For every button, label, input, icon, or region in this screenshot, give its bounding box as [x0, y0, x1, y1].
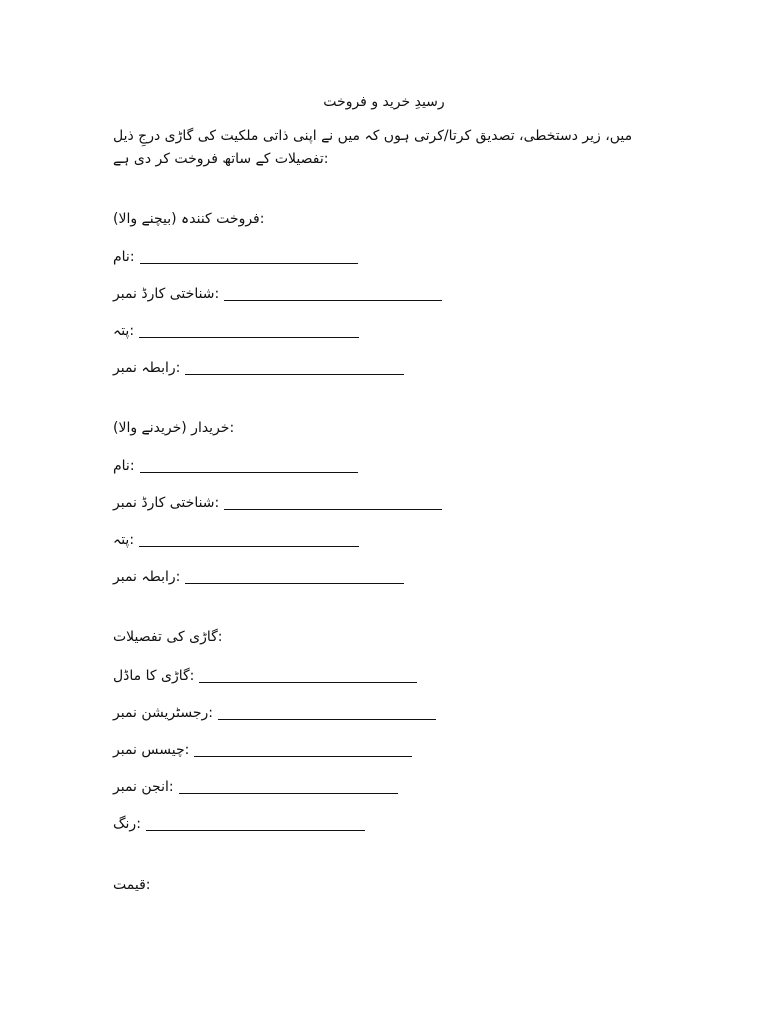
- buyer-id-blank[interactable]: [224, 496, 442, 510]
- buyer-address-field[interactable]: [113, 529, 359, 549]
- seller-address-label: پتہ:: [113, 323, 135, 339]
- seller-id-field[interactable]: [113, 283, 442, 303]
- vehicle-engine-label: انجن نمبر:: [113, 779, 174, 795]
- vehicle-heading: گاڑی کی تفصیلات:: [113, 629, 223, 645]
- vehicle-model-label: گاڑی کا ماڈل:: [113, 668, 195, 684]
- vehicle-registration-field[interactable]: [113, 702, 436, 722]
- buyer-name-label: نام:: [113, 458, 135, 474]
- seller-address-blank[interactable]: [139, 324, 359, 338]
- vehicle-registration-blank[interactable]: [218, 706, 436, 720]
- vehicle-registration-label: رجسٹریشن نمبر:: [113, 705, 214, 721]
- intro-paragraph: [113, 125, 633, 171]
- seller-contact-label: رابطہ نمبر:: [113, 360, 181, 376]
- buyer-contact-label: رابطہ نمبر:: [113, 569, 181, 585]
- buyer-address-label: پتہ:: [113, 532, 135, 548]
- vehicle-color-blank[interactable]: [146, 817, 365, 831]
- seller-name-label: نام:: [113, 249, 135, 265]
- seller-heading: فروخت کنندہ (بیچنے والا):: [113, 211, 265, 227]
- vehicle-chassis-label: چیسس نمبر:: [113, 742, 190, 758]
- seller-id-label: شناختی کارڈ نمبر:: [113, 286, 220, 302]
- seller-name-field[interactable]: [113, 246, 358, 266]
- buyer-id-label: شناختی کارڈ نمبر:: [113, 495, 220, 511]
- price-label[interactable]: قیمت:: [113, 877, 151, 893]
- vehicle-engine-blank[interactable]: [179, 780, 398, 794]
- vehicle-color-field[interactable]: [113, 813, 365, 833]
- seller-contact-blank[interactable]: [185, 361, 404, 375]
- buyer-name-field[interactable]: [113, 455, 358, 475]
- vehicle-color-label: رنگ:: [113, 816, 141, 832]
- seller-name-blank[interactable]: [140, 250, 358, 264]
- buyer-name-blank[interactable]: [140, 459, 358, 473]
- buyer-address-blank[interactable]: [139, 533, 359, 547]
- document-title: رسیدِ خرید و فروخت: [323, 94, 445, 110]
- seller-id-blank[interactable]: [224, 287, 442, 301]
- intro-line-1: میں، زیر دستخطی، تصدیق کرتا/کرتی ہوں کہ میں نے اپنی ذاتی ملکیت کی گاڑی درجِ ذیل: [113, 128, 633, 144]
- vehicle-chassis-blank[interactable]: [194, 743, 412, 757]
- vehicle-model-blank[interactable]: [199, 669, 417, 683]
- buyer-contact-blank[interactable]: [185, 570, 404, 584]
- vehicle-model-field[interactable]: [113, 665, 417, 685]
- seller-address-field[interactable]: [113, 320, 359, 340]
- buyer-heading: خریدار (خریدنے والا):: [113, 420, 235, 436]
- intro-line-2: تفصیلات کے ساتھ فروخت کر دی ہے:: [113, 151, 329, 167]
- vehicle-chassis-field[interactable]: [113, 739, 412, 759]
- vehicle-engine-field[interactable]: [113, 776, 398, 796]
- buyer-id-field[interactable]: [113, 492, 442, 512]
- buyer-contact-field[interactable]: [113, 566, 404, 586]
- seller-contact-field[interactable]: [113, 357, 404, 377]
